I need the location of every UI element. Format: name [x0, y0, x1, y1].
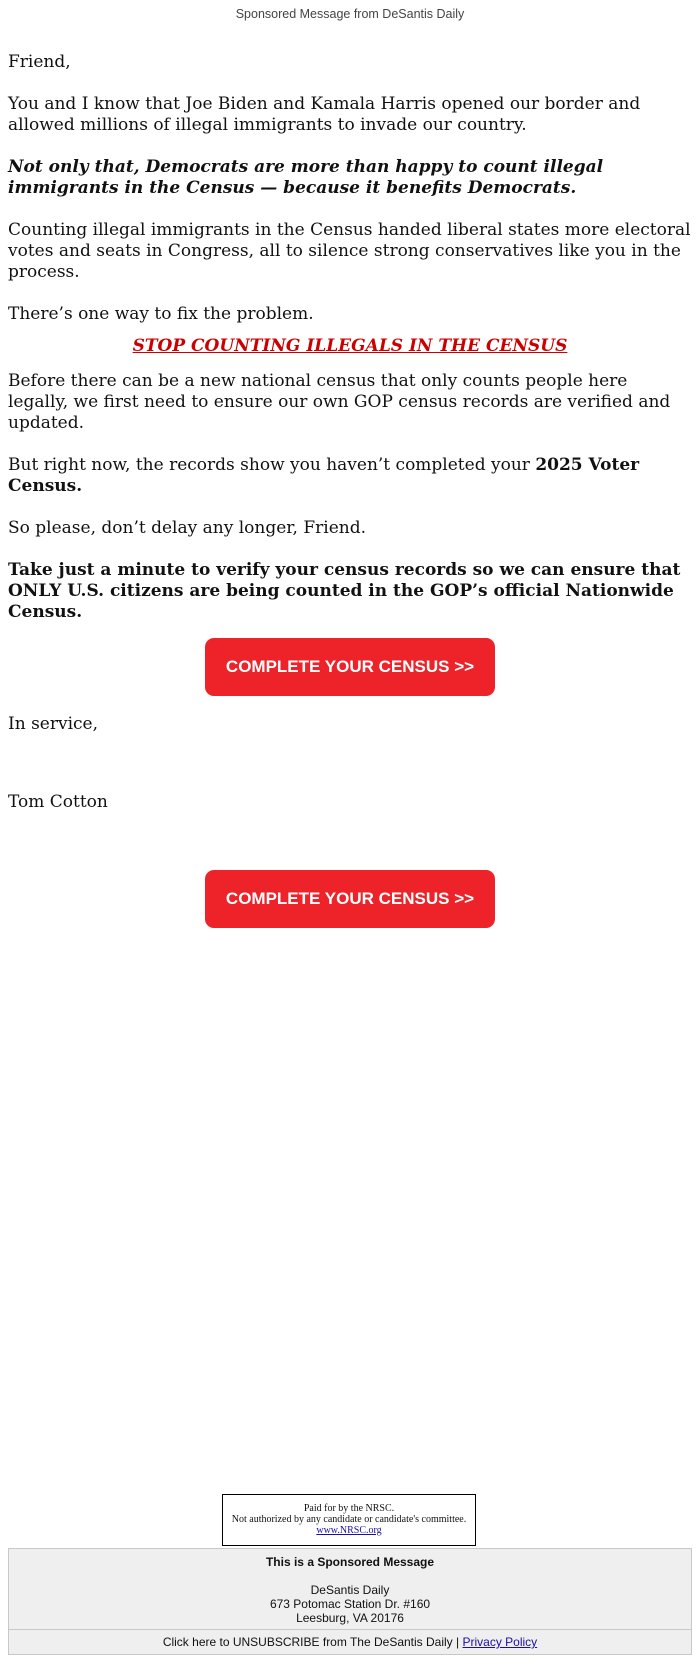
footer-address-1: 673 Potomac Station Dr. #160 [269, 1597, 431, 1611]
sponsor-header: Sponsored Message from DeSantis Daily [235, 7, 465, 21]
body-paragraph-4: There’s one way to fix the problem. [8, 304, 314, 324]
email-body [8, 52, 692, 928]
paid-for-disclaimer [222, 1494, 476, 1546]
sponsored-footer [8, 1548, 692, 1630]
body-paragraph-3: Counting illegal immigrants in the Census handed liberal states more electoral votes and seats in Congress, all to silence strong conservatives like you in the process. [8, 220, 691, 282]
disclaimer-line-1: Paid for by the NRSC. [303, 1503, 395, 1514]
body-paragraph-6-lead: But right now, the records show you haven’t completed your [8, 455, 536, 475]
body-paragraph-1: You and I know that Joe Biden and Kamala Harris opened our border and allowed millions of illegal immigrants to invade our country. [8, 94, 641, 135]
headline-link[interactable]: STOP COUNTING ILLEGALS IN THE CENSUS [132, 336, 568, 356]
body-paragraph-6 [8, 455, 692, 497]
footer-separator: | [452, 1635, 463, 1649]
privacy-policy-link[interactable]: Privacy Policy [462, 1635, 538, 1649]
signature-spacer [8, 756, 692, 792]
unsubscribe-bar [8, 1629, 692, 1655]
cta-wrap-bottom [8, 834, 692, 928]
cta-wrap-top [8, 638, 692, 696]
footer-address-2: Leesburg, VA 20176 [296, 1611, 404, 1625]
greeting: Friend, [8, 52, 71, 72]
body-paragraph-5: Before there can be a new national census that only counts people here legally, we first need to ensure our own GOP census records are verified and updated. [8, 371, 671, 433]
signoff: In service, [8, 714, 99, 734]
nrsc-link[interactable]: www.NRSC.org [316, 1525, 382, 1536]
body-paragraph-2: Not only that, Democrats are more than happy to count illegal immigrants in the Census — because it benefits Democrats. [8, 157, 604, 198]
footer-org: DeSantis Daily [310, 1583, 390, 1597]
complete-census-button-top[interactable]: COMPLETE YOUR CENSUS >> [205, 638, 495, 696]
unsubscribe-link[interactable]: Click here to UNSUBSCRIBE from The DeSantis Daily [162, 1635, 453, 1649]
complete-census-button-bottom[interactable]: COMPLETE YOUR CENSUS >> [205, 870, 495, 928]
body-paragraph-7: So please, don’t delay any longer, Friend. [8, 518, 366, 538]
body-paragraph-8: Take just a minute to verify your census records so we can ensure that ONLY U.S. citizens are being counted in the GOP’s official Nationwide Census. [8, 560, 681, 622]
signature: Tom Cotton [8, 792, 108, 812]
voter-census-emphasis: 2025 Voter Census. [8, 455, 640, 496]
footer-title: This is a Sponsored Message [265, 1555, 435, 1569]
cta-spacer [8, 834, 692, 870]
disclaimer-line-2: Not authorized by any candidate or candidate's committee. [231, 1514, 467, 1525]
